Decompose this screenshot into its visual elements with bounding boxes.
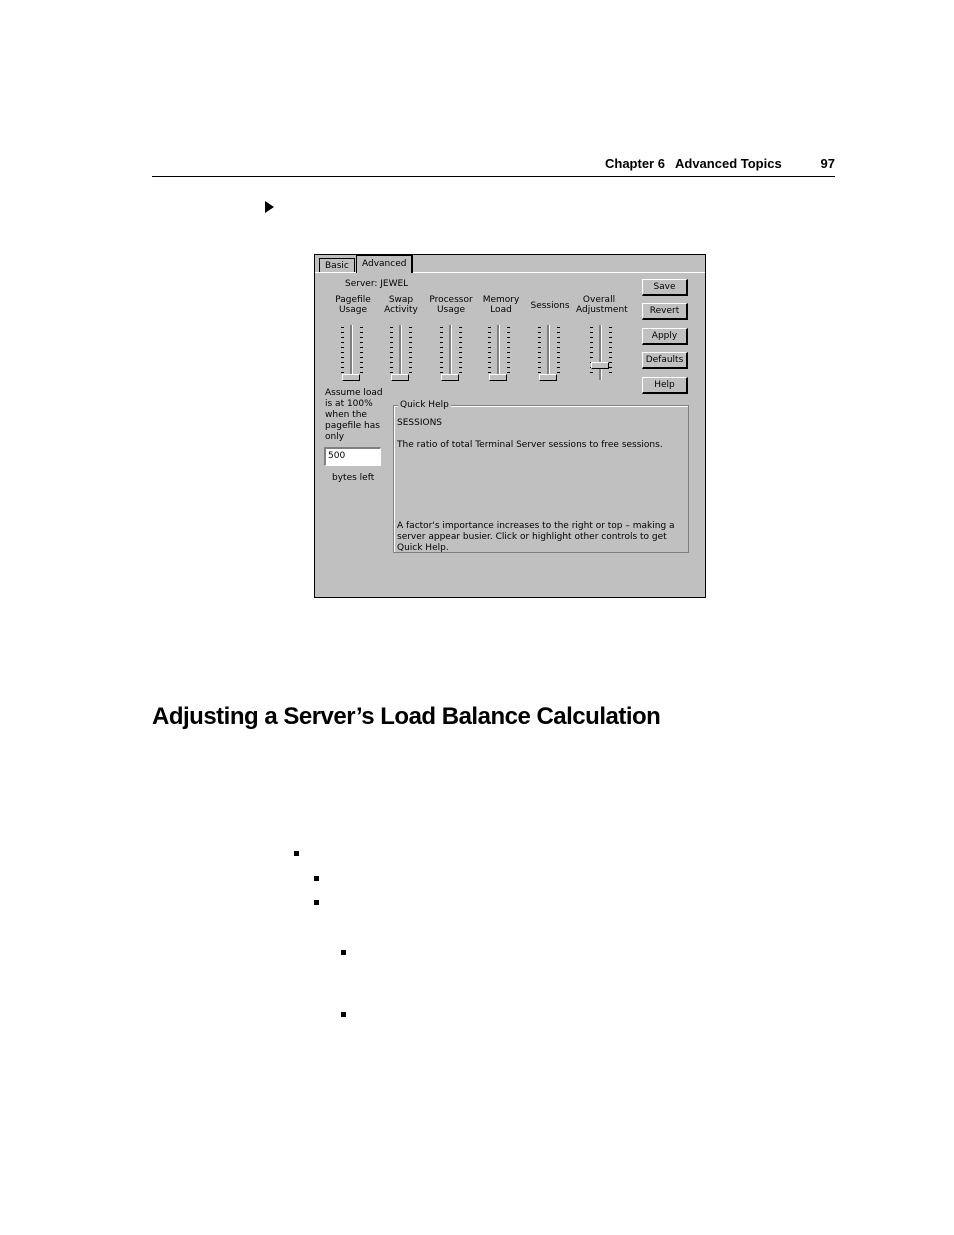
tab-strip <box>315 255 705 272</box>
slider-swap[interactable] <box>387 325 415 381</box>
slider-pagefile[interactable] <box>338 325 366 381</box>
defaults-button[interactable]: Defaults <box>642 352 688 369</box>
bytes-left-input[interactable]: 500 <box>324 447 381 466</box>
quick-help-topic: SESSIONS <box>397 418 443 428</box>
slider-label-swap: Swap Activity <box>384 295 418 315</box>
help-button[interactable]: Help <box>642 377 688 394</box>
slider-thumb[interactable] <box>591 362 609 369</box>
chapter-topic: Advanced Topics <box>675 156 782 171</box>
tab-basic[interactable]: Basic <box>319 258 355 272</box>
quick-help-description: The ratio of total Terminal Server sessions to free sessions. <box>397 440 663 450</box>
running-header <box>152 154 835 177</box>
chapter-label: Chapter 6 <box>605 156 665 171</box>
bytes-left-label: bytes left <box>332 473 375 483</box>
apply-button[interactable]: Apply <box>642 328 688 345</box>
slider-thumb[interactable] <box>342 374 360 381</box>
slider-label-overall: Overall Adjustment <box>576 295 628 315</box>
slider-sessions[interactable] <box>535 325 563 381</box>
slider-overall[interactable] <box>587 325 615 381</box>
bullet-marker <box>294 851 299 856</box>
revert-button[interactable]: Revert <box>642 303 688 320</box>
page-number: 97 <box>820 156 835 171</box>
load-balancing-dialog <box>314 254 706 598</box>
bullet-marker <box>341 1012 346 1017</box>
slider-label-pagefile: Pagefile Usage <box>335 295 371 315</box>
save-button[interactable]: Save <box>642 279 688 296</box>
slider-thumb[interactable] <box>441 374 459 381</box>
bullet-marker <box>341 950 346 955</box>
slider-processor[interactable] <box>437 325 465 381</box>
slider-memory[interactable] <box>485 325 513 381</box>
slider-thumb[interactable] <box>539 374 557 381</box>
section-title: Adjusting a Server’s Load Balance Calculation <box>152 703 661 730</box>
server-label: Server: JEWEL <box>345 279 409 289</box>
quick-help-title: Quick Help <box>400 400 449 410</box>
slider-thumb[interactable] <box>489 374 507 381</box>
tab-advanced[interactable]: Advanced <box>356 255 413 273</box>
slider-label-sessions: Sessions <box>530 301 570 311</box>
slider-label-processor: Processor Usage <box>429 295 473 315</box>
bullet-marker <box>314 876 319 881</box>
assume-load-label: Assume load is at 100% when the pagefile has only <box>325 388 383 442</box>
slider-label-memory: Memory Load <box>482 295 520 315</box>
bullet-marker <box>314 900 319 905</box>
quick-help-footer: A factor's importance increases to the right or top – making a server appear busier. Click or highlight other controls to get Quick Help. <box>397 521 675 553</box>
procedure-arrow-icon <box>265 201 274 213</box>
slider-thumb[interactable] <box>391 374 409 381</box>
